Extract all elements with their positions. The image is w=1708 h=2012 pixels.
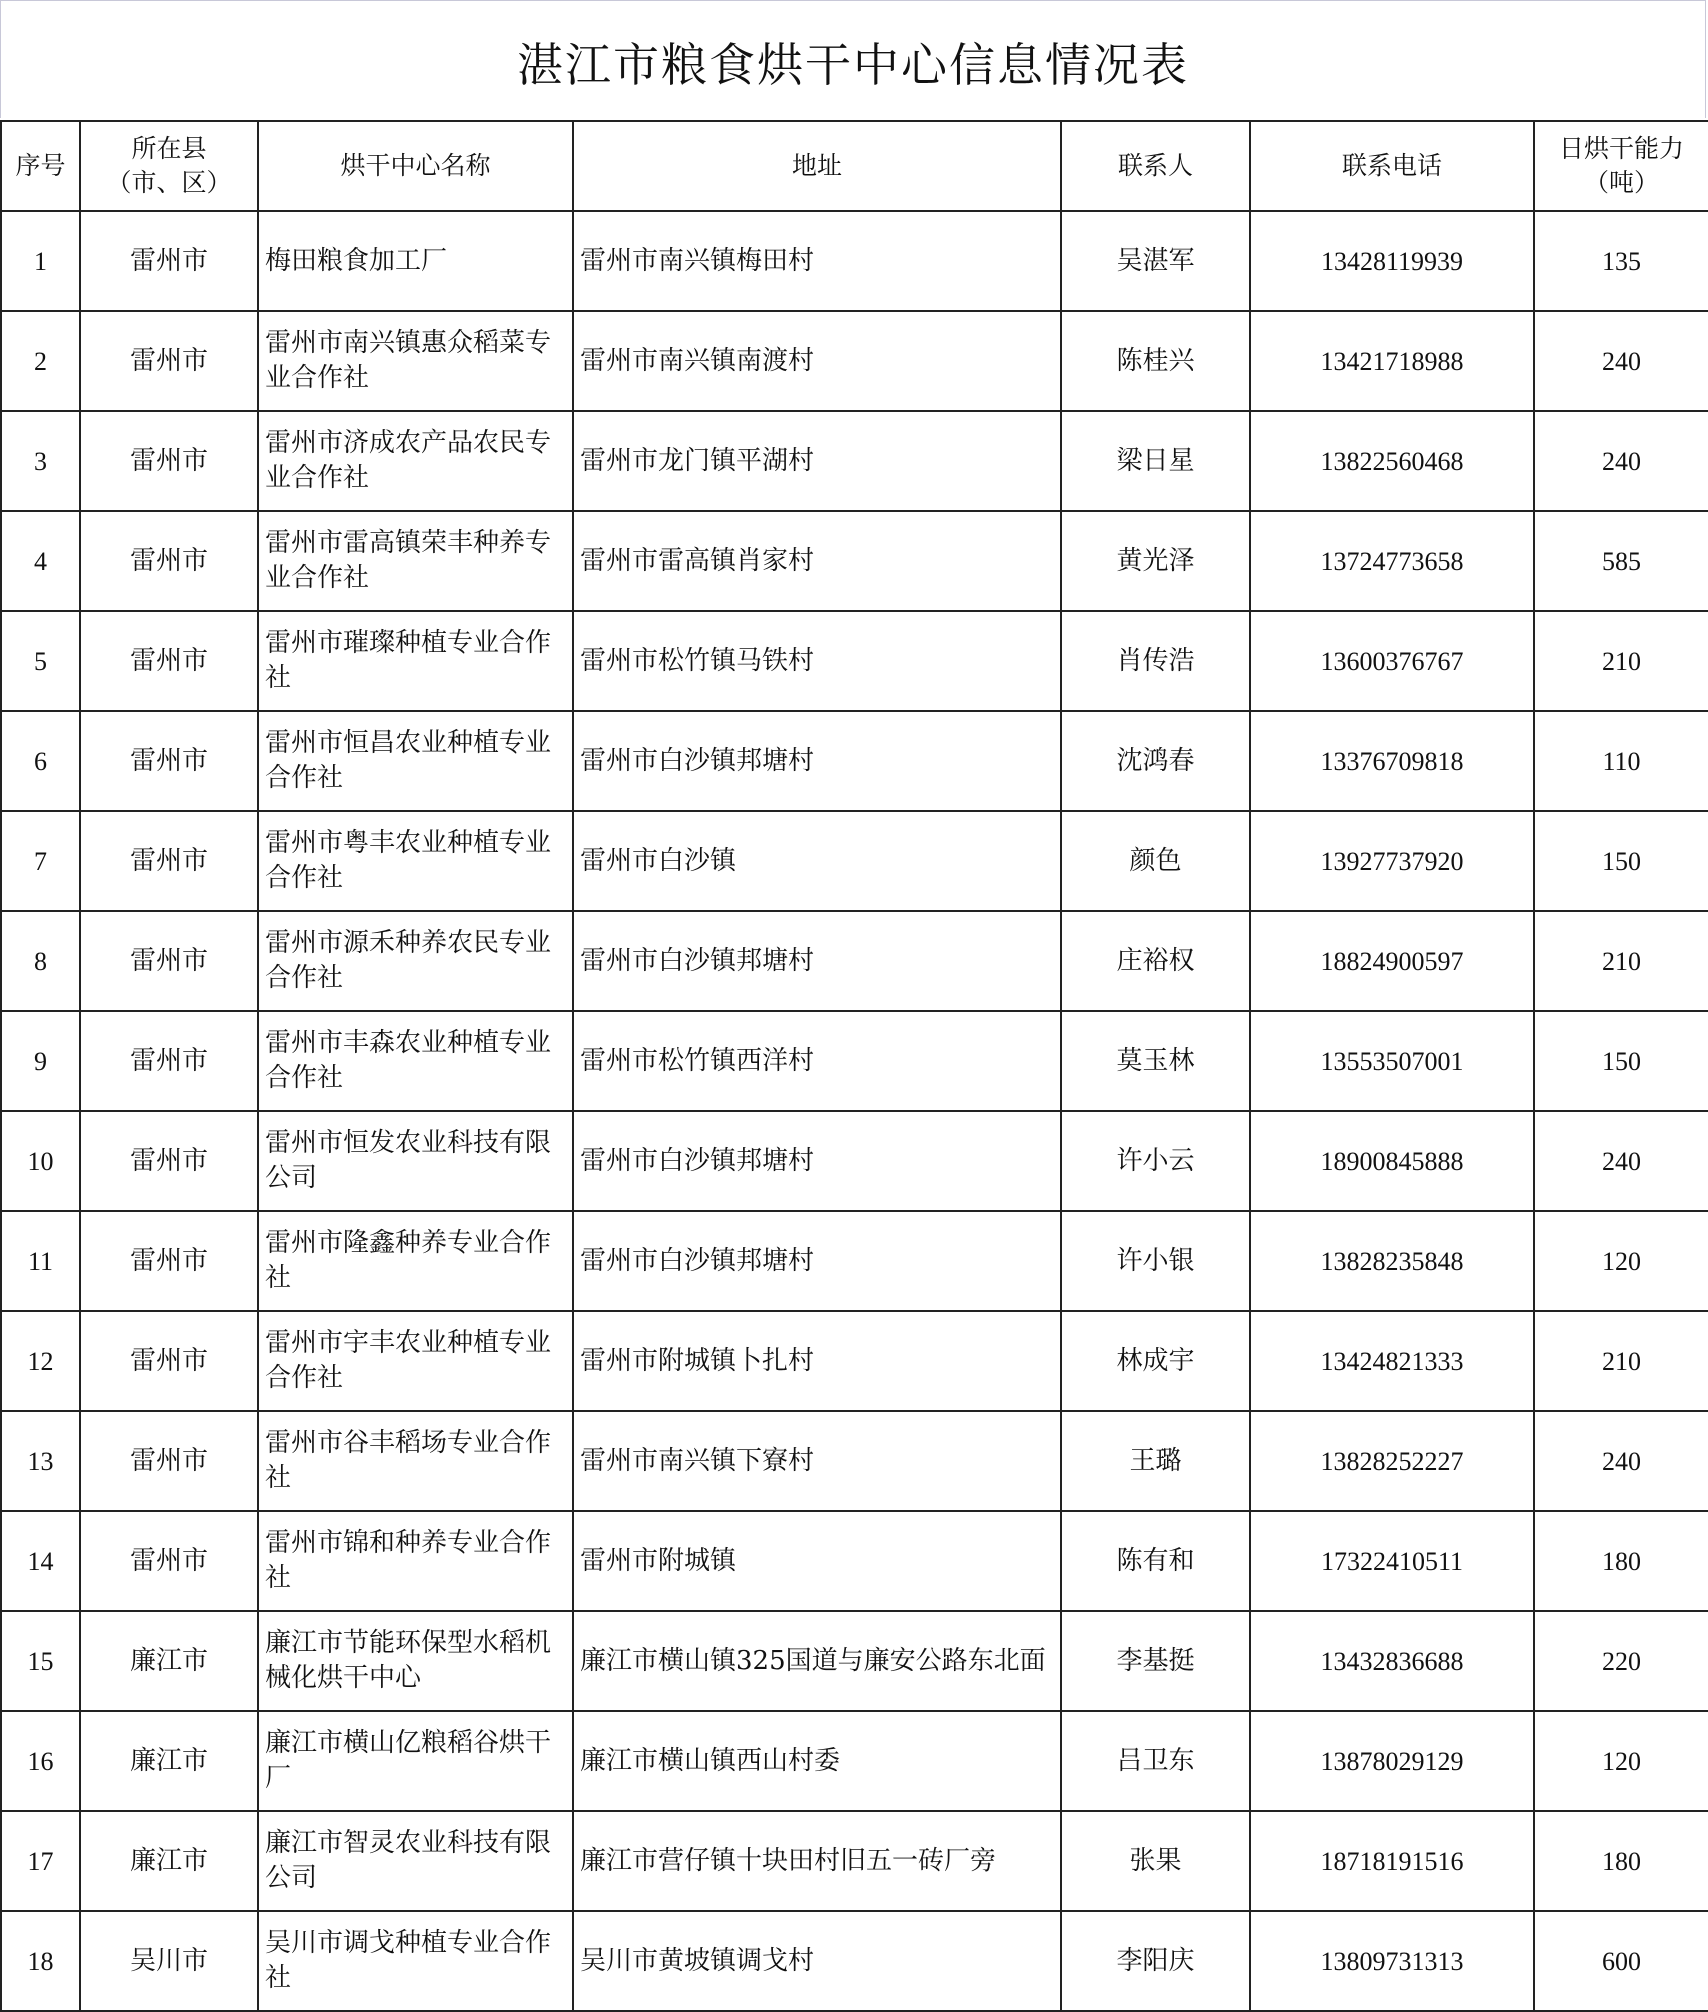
table-row xyxy=(1,1811,1708,1911)
cell-address: 雷州市南兴镇下寮村 xyxy=(573,1411,1061,1511)
table-row xyxy=(1,1911,1708,2011)
cell-name: 雷州市隆鑫种养专业合作社 xyxy=(258,1211,573,1311)
cell-contact: 许小银 xyxy=(1061,1211,1250,1311)
cell-seq: 11 xyxy=(1,1211,80,1311)
cell-capacity: 180 xyxy=(1534,1511,1708,1611)
cell-seq: 18 xyxy=(1,1911,80,2011)
cell-contact: 莫玉林 xyxy=(1061,1011,1250,1111)
header-contact: 联系人 xyxy=(1061,121,1250,211)
cell-county: 雷州市 xyxy=(80,211,258,311)
cell-phone: 13828235848 xyxy=(1250,1211,1534,1311)
header-capacity-line1: 日烘干能力 xyxy=(1558,134,1684,163)
cell-county: 雷州市 xyxy=(80,1011,258,1111)
cell-contact: 陈桂兴 xyxy=(1061,311,1250,411)
cell-address: 雷州市白沙镇邦塘村 xyxy=(573,1111,1061,1211)
cell-contact: 许小云 xyxy=(1061,1111,1250,1211)
cell-contact: 陈有和 xyxy=(1061,1511,1250,1611)
cell-contact: 吴湛军 xyxy=(1061,211,1250,311)
cell-seq: 2 xyxy=(1,311,80,411)
cell-address: 雷州市白沙镇 xyxy=(573,811,1061,911)
header-phone: 联系电话 xyxy=(1250,121,1534,211)
cell-address: 雷州市松竹镇马铁村 xyxy=(573,611,1061,711)
cell-address: 雷州市松竹镇西洋村 xyxy=(573,1011,1061,1111)
cell-address: 雷州市白沙镇邦塘村 xyxy=(573,1211,1061,1311)
cell-contact: 黄光泽 xyxy=(1061,511,1250,611)
table-row xyxy=(1,1711,1708,1811)
cell-address: 雷州市附城镇卜扎村 xyxy=(573,1311,1061,1411)
cell-address: 雷州市龙门镇平湖村 xyxy=(573,411,1061,511)
cell-seq: 8 xyxy=(1,911,80,1011)
cell-name: 雷州市济成农产品农民专业合作社 xyxy=(258,411,573,511)
cell-address: 雷州市雷高镇肖家村 xyxy=(573,511,1061,611)
cell-phone: 13376709818 xyxy=(1250,711,1534,811)
table-row xyxy=(1,411,1708,511)
table-row xyxy=(1,1011,1708,1111)
cell-name: 雷州市谷丰稻场专业合作社 xyxy=(258,1411,573,1511)
table-row xyxy=(1,711,1708,811)
cell-county: 廉江市 xyxy=(80,1811,258,1911)
cell-county: 雷州市 xyxy=(80,1311,258,1411)
cell-capacity: 240 xyxy=(1534,411,1708,511)
header-seq: 序号 xyxy=(1,121,80,211)
cell-capacity: 120 xyxy=(1534,1211,1708,1311)
cell-county: 雷州市 xyxy=(80,411,258,511)
cell-capacity: 585 xyxy=(1534,511,1708,611)
cell-seq: 10 xyxy=(1,1111,80,1211)
cell-name: 梅田粮食加工厂 xyxy=(258,211,573,311)
cell-capacity: 240 xyxy=(1534,1411,1708,1511)
cell-capacity: 150 xyxy=(1534,1011,1708,1111)
cell-county: 雷州市 xyxy=(80,311,258,411)
cell-phone: 13724773658 xyxy=(1250,511,1534,611)
cell-name: 廉江市节能环保型水稻机械化烘干中心 xyxy=(258,1611,573,1711)
cell-name: 雷州市粤丰农业种植专业合作社 xyxy=(258,811,573,911)
cell-address: 雷州市附城镇 xyxy=(573,1511,1061,1611)
table-row xyxy=(1,511,1708,611)
cell-name: 雷州市源禾种养农民专业合作社 xyxy=(258,911,573,1011)
cell-name: 雷州市恒昌农业种植专业合作社 xyxy=(258,711,573,811)
cell-name: 雷州市雷高镇荣丰种养专业合作社 xyxy=(258,511,573,611)
cell-contact: 张果 xyxy=(1061,1811,1250,1911)
title-bar xyxy=(0,0,1706,118)
cell-phone: 13878029129 xyxy=(1250,1711,1534,1811)
cell-address: 雷州市南兴镇南渡村 xyxy=(573,311,1061,411)
table-row xyxy=(1,811,1708,911)
cell-phone: 13822560468 xyxy=(1250,411,1534,511)
cell-contact: 李基挺 xyxy=(1061,1611,1250,1711)
table-row xyxy=(1,1211,1708,1311)
cell-name: 廉江市横山亿粮稻谷烘干厂 xyxy=(258,1711,573,1811)
table-row xyxy=(1,911,1708,1011)
cell-phone: 13600376767 xyxy=(1250,611,1534,711)
table-row xyxy=(1,1111,1708,1211)
header-county-line1: 所在县 xyxy=(131,134,207,163)
table-row xyxy=(1,1311,1708,1411)
cell-capacity: 220 xyxy=(1534,1611,1708,1711)
cell-capacity: 240 xyxy=(1534,311,1708,411)
cell-county: 雷州市 xyxy=(80,511,258,611)
cell-phone: 18900845888 xyxy=(1250,1111,1534,1211)
table-row xyxy=(1,1511,1708,1611)
drying-center-table xyxy=(0,120,1708,2012)
cell-seq: 3 xyxy=(1,411,80,511)
cell-address: 雷州市白沙镇邦塘村 xyxy=(573,711,1061,811)
cell-phone: 13828252227 xyxy=(1250,1411,1534,1511)
cell-seq: 4 xyxy=(1,511,80,611)
cell-seq: 14 xyxy=(1,1511,80,1611)
cell-county: 雷州市 xyxy=(80,1211,258,1311)
cell-county: 雷州市 xyxy=(80,1111,258,1211)
cell-capacity: 210 xyxy=(1534,1311,1708,1411)
cell-capacity: 240 xyxy=(1534,1111,1708,1211)
cell-phone: 13809731313 xyxy=(1250,1911,1534,2011)
cell-address: 廉江市营仔镇十块田村旧五一砖厂旁 xyxy=(573,1811,1061,1911)
cell-name: 雷州市璀璨种植专业合作社 xyxy=(258,611,573,711)
cell-contact: 沈鸿春 xyxy=(1061,711,1250,811)
cell-seq: 15 xyxy=(1,1611,80,1711)
cell-seq: 17 xyxy=(1,1811,80,1911)
cell-name: 雷州市宇丰农业种植专业合作社 xyxy=(258,1311,573,1411)
cell-name: 雷州市恒发农业科技有限公司 xyxy=(258,1111,573,1211)
cell-contact: 肖传浩 xyxy=(1061,611,1250,711)
header-capacity-line2: （吨） xyxy=(1583,168,1659,197)
cell-county: 廉江市 xyxy=(80,1611,258,1711)
cell-capacity: 210 xyxy=(1534,611,1708,711)
cell-county: 雷州市 xyxy=(80,1511,258,1611)
cell-capacity: 210 xyxy=(1534,911,1708,1011)
cell-phone: 13421718988 xyxy=(1250,311,1534,411)
cell-contact: 颜色 xyxy=(1061,811,1250,911)
cell-name: 雷州市南兴镇惠众稻菜专业合作社 xyxy=(258,311,573,411)
cell-seq: 5 xyxy=(1,611,80,711)
cell-name: 廉江市智灵农业科技有限公司 xyxy=(258,1811,573,1911)
cell-county: 雷州市 xyxy=(80,911,258,1011)
header-address: 地址 xyxy=(573,121,1061,211)
cell-capacity: 180 xyxy=(1534,1811,1708,1911)
table-row xyxy=(1,311,1708,411)
cell-county: 雷州市 xyxy=(80,1411,258,1511)
cell-address: 雷州市白沙镇邦塘村 xyxy=(573,911,1061,1011)
cell-contact: 梁日星 xyxy=(1061,411,1250,511)
cell-phone: 13927737920 xyxy=(1250,811,1534,911)
cell-name: 雷州市丰森农业种植专业合作社 xyxy=(258,1011,573,1111)
cell-contact: 庄裕权 xyxy=(1061,911,1250,1011)
header-capacity xyxy=(1534,121,1708,211)
table-row xyxy=(1,611,1708,711)
cell-seq: 12 xyxy=(1,1311,80,1411)
cell-name: 吴川市调戈种植专业合作社 xyxy=(258,1911,573,2011)
cell-seq: 9 xyxy=(1,1011,80,1111)
cell-address: 吴川市黄坡镇调戈村 xyxy=(573,1911,1061,2011)
cell-county: 雷州市 xyxy=(80,811,258,911)
cell-seq: 13 xyxy=(1,1411,80,1511)
cell-phone: 13432836688 xyxy=(1250,1611,1534,1711)
cell-phone: 18824900597 xyxy=(1250,911,1534,1011)
cell-address: 雷州市南兴镇梅田村 xyxy=(573,211,1061,311)
cell-county: 廉江市 xyxy=(80,1711,258,1811)
cell-contact: 李阳庆 xyxy=(1061,1911,1250,2011)
cell-seq: 16 xyxy=(1,1711,80,1811)
cell-phone: 17322410511 xyxy=(1250,1511,1534,1611)
cell-contact: 林成宇 xyxy=(1061,1311,1250,1411)
page-title: 湛江市粮食烘干中心信息情况表 xyxy=(517,37,1189,92)
cell-phone: 13553507001 xyxy=(1250,1011,1534,1111)
cell-county: 雷州市 xyxy=(80,711,258,811)
header-county xyxy=(80,121,258,211)
cell-address: 廉江市横山镇325国道与廉安公路东北面 xyxy=(573,1611,1061,1711)
table-row xyxy=(1,1611,1708,1711)
cell-seq: 6 xyxy=(1,711,80,811)
cell-county: 雷州市 xyxy=(80,611,258,711)
cell-capacity: 110 xyxy=(1534,711,1708,811)
table-row xyxy=(1,211,1708,311)
cell-capacity: 120 xyxy=(1534,1711,1708,1811)
header-county-line2: （市、区） xyxy=(106,168,232,197)
cell-phone: 18718191516 xyxy=(1250,1811,1534,1911)
cell-name: 雷州市锦和种养专业合作社 xyxy=(258,1511,573,1611)
cell-contact: 王璐 xyxy=(1061,1411,1250,1511)
cell-phone: 13428119939 xyxy=(1250,211,1534,311)
table-row xyxy=(1,1411,1708,1511)
cell-phone: 13424821333 xyxy=(1250,1311,1534,1411)
cell-county: 吴川市 xyxy=(80,1911,258,2011)
cell-address: 廉江市横山镇西山村委 xyxy=(573,1711,1061,1811)
header-row xyxy=(1,121,1708,211)
cell-contact: 吕卫东 xyxy=(1061,1711,1250,1811)
cell-seq: 7 xyxy=(1,811,80,911)
cell-seq: 1 xyxy=(1,211,80,311)
cell-capacity: 150 xyxy=(1534,811,1708,911)
cell-capacity: 600 xyxy=(1534,1911,1708,2011)
cell-capacity: 135 xyxy=(1534,211,1708,311)
header-name: 烘干中心名称 xyxy=(258,121,573,211)
